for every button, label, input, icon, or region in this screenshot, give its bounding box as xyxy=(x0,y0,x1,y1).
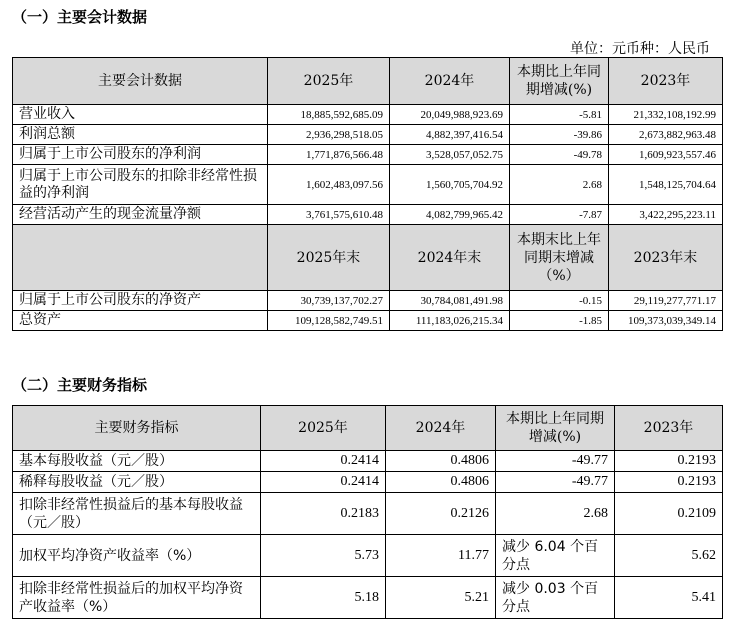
cell-change: -49.77 xyxy=(496,472,615,493)
cell-2025: 18,885,592,685.09 xyxy=(268,105,390,125)
cell-2023: 21,332,108,192.99 xyxy=(609,105,723,125)
row-label: 扣除非经常性损益后的基本每股收益（元／股） xyxy=(13,493,261,535)
cell-2025: 0.2183 xyxy=(261,493,386,535)
table-header-row xyxy=(13,58,723,105)
cell-2024: 4,882,397,416.54 xyxy=(390,125,510,145)
cell-2024: 0.4806 xyxy=(386,472,496,493)
header-change: 本期比上年同期增减(%) xyxy=(510,58,609,105)
cell-2024: 0.4806 xyxy=(386,451,496,472)
header-2023: 2023年 xyxy=(615,406,723,451)
cell-change: -7.87 xyxy=(510,205,609,225)
cell-2024: 11.77 xyxy=(386,535,496,577)
cell-2023: 0.2193 xyxy=(615,472,723,493)
currency-unit: 单位：元币种：人民币 xyxy=(570,41,710,57)
cell-2024: 111,183,026,215.34 xyxy=(390,311,510,331)
table-row xyxy=(13,451,723,472)
cell-2025: 2,936,298,518.05 xyxy=(268,125,390,145)
cell-change: -0.15 xyxy=(510,291,609,311)
cell-2025: 1,602,483,097.56 xyxy=(268,165,390,205)
table-subheader-row xyxy=(13,225,723,291)
accounting-data-table xyxy=(12,57,723,331)
cell-2025: 0.2414 xyxy=(261,451,386,472)
cell-2025: 1,771,876,566.48 xyxy=(268,145,390,165)
row-label: 利润总额 xyxy=(13,125,268,145)
row-label: 稀释每股收益（元／股） xyxy=(13,472,261,493)
header-2024: 2024年 xyxy=(390,58,510,105)
header-label: 主要会计数据 xyxy=(13,58,268,105)
table-row xyxy=(13,535,723,577)
table-header-row xyxy=(13,406,723,451)
cell-2024: 1,560,705,704.92 xyxy=(390,165,510,205)
table-row xyxy=(13,472,723,493)
table-row xyxy=(13,291,723,311)
row-label: 营业收入 xyxy=(13,105,268,125)
table-row xyxy=(13,205,723,225)
cell-2023: 0.2109 xyxy=(615,493,723,535)
cell-change: 2.68 xyxy=(496,493,615,535)
table-row xyxy=(13,105,723,125)
cell-change: -5.81 xyxy=(510,105,609,125)
cell-2023: 109,373,039,349.14 xyxy=(609,311,723,331)
row-label: 归属于上市公司股东的净利润 xyxy=(13,145,268,165)
subheader-2023: 2023年末 xyxy=(609,225,723,291)
cell-2023: 1,609,923,557.46 xyxy=(609,145,723,165)
financial-indicators-table xyxy=(12,405,723,619)
cell-change: -39.86 xyxy=(510,125,609,145)
row-label: 经营活动产生的现金流量净额 xyxy=(13,205,268,225)
table-row xyxy=(13,145,723,165)
header-2023: 2023年 xyxy=(609,58,723,105)
cell-2024: 4,082,799,965.42 xyxy=(390,205,510,225)
cell-2023: 2,673,882,963.48 xyxy=(609,125,723,145)
table-row xyxy=(13,311,723,331)
cell-2025: 109,128,582,749.51 xyxy=(268,311,390,331)
cell-2025: 0.2414 xyxy=(261,472,386,493)
table-row xyxy=(13,493,723,535)
cell-2025: 3,761,575,610.48 xyxy=(268,205,390,225)
section2-title: （二）主要财务指标 xyxy=(12,376,148,394)
cell-2024: 5.21 xyxy=(386,577,496,619)
cell-2023: 0.2193 xyxy=(615,451,723,472)
cell-change: 减少 0.03 个百分点 xyxy=(496,577,615,619)
header-2025: 2025年 xyxy=(268,58,390,105)
cell-2023: 29,119,277,771.17 xyxy=(609,291,723,311)
header-change: 本期比上年同期增减(%) xyxy=(496,406,615,451)
cell-2023: 5.62 xyxy=(615,535,723,577)
subheader-change: 本期末比上年同期末增减（%） xyxy=(510,225,609,291)
section1-title: （一）主要会计数据 xyxy=(12,8,148,26)
cell-2023: 1,548,125,704.64 xyxy=(609,165,723,205)
row-label: 归属于上市公司股东的净资产 xyxy=(13,291,268,311)
cell-2025: 30,739,137,702.27 xyxy=(268,291,390,311)
cell-2024: 3,528,057,052.75 xyxy=(390,145,510,165)
cell-2024: 0.2126 xyxy=(386,493,496,535)
row-label: 总资产 xyxy=(13,311,268,331)
subheader-2025: 2025年末 xyxy=(268,225,390,291)
row-label: 归属于上市公司股东的扣除非经常性损益的净利润 xyxy=(13,165,268,205)
cell-change: -1.85 xyxy=(510,311,609,331)
table-row xyxy=(13,577,723,619)
header-2024: 2024年 xyxy=(386,406,496,451)
cell-2025: 5.18 xyxy=(261,577,386,619)
subheader-blank xyxy=(13,225,268,291)
cell-change: 2.68 xyxy=(510,165,609,205)
row-label: 基本每股收益（元／股） xyxy=(13,451,261,472)
cell-change: 减少 6.04 个百分点 xyxy=(496,535,615,577)
cell-change: -49.78 xyxy=(510,145,609,165)
table-row xyxy=(13,125,723,145)
cell-2023: 3,422,295,223.11 xyxy=(609,205,723,225)
subheader-2024: 2024年末 xyxy=(390,225,510,291)
row-label: 扣除非经常性损益后的加权平均净资产收益率（%） xyxy=(13,577,261,619)
table-row xyxy=(13,165,723,205)
cell-2023: 5.41 xyxy=(615,577,723,619)
header-2025: 2025年 xyxy=(261,406,386,451)
row-label: 加权平均净资产收益率（%） xyxy=(13,535,261,577)
cell-2024: 20,049,988,923.69 xyxy=(390,105,510,125)
cell-2025: 5.73 xyxy=(261,535,386,577)
cell-change: -49.77 xyxy=(496,451,615,472)
cell-2024: 30,784,081,491.98 xyxy=(390,291,510,311)
header-label: 主要财务指标 xyxy=(13,406,261,451)
